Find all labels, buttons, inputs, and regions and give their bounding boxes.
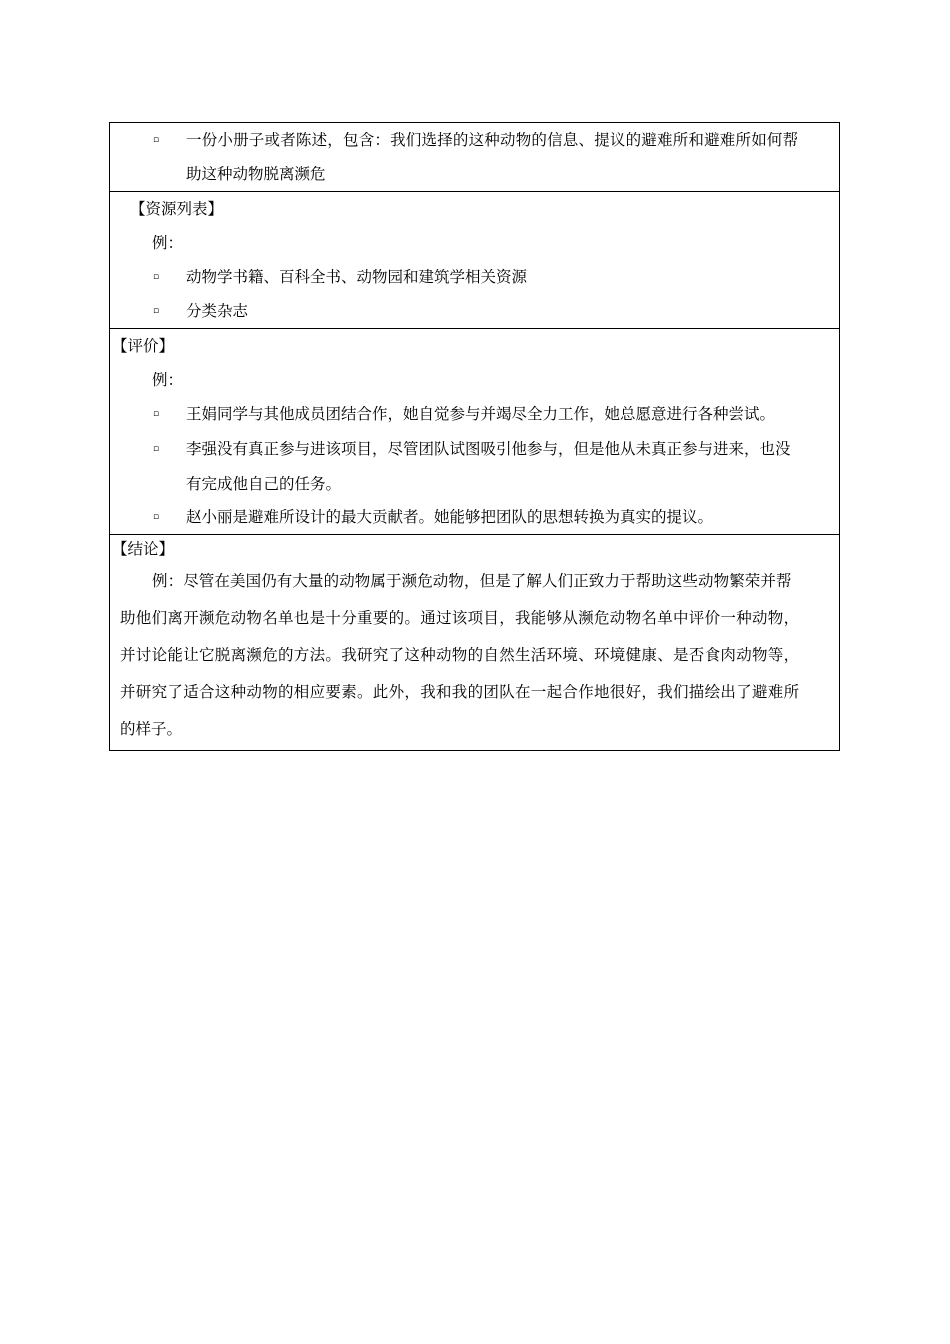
list-item <box>120 397 831 431</box>
conclusion-line: 的样子。 <box>120 720 183 738</box>
conclusion-line: 助他们离开濒危动物名单也是十分重要的。通过该项目，我能够从濒危动物名单中评价一种动物， <box>120 609 800 627</box>
conclusion-line: 并讨论能让它脱离濒危的方法。我研究了这种动物的自然生活环境、环境健康、是否食肉动物等， <box>120 646 800 664</box>
bullet-icon: ▫ <box>153 306 160 316</box>
conclusion-line: 并研究了适合这种动物的相应要素。此外，我和我的团队在一起合作地很好，我们描绘出了避难所 <box>120 683 800 701</box>
bullet-icon: ▫ <box>153 272 160 282</box>
list-item <box>120 123 831 157</box>
bullet-icon: ▫ <box>153 409 160 419</box>
conclusion-cell <box>110 534 839 750</box>
bullet-icon: ▫ <box>153 135 160 145</box>
list-item-text: 动物学书籍、百科全书、动物园和建筑学相关资源 <box>186 268 528 286</box>
list-item-text: 赵小丽是避难所设计的最大贡献者。她能够把团队的思想转换为真实的提议。 <box>186 508 714 526</box>
example-label: 例： <box>152 234 184 252</box>
list-item-text: 一份小册子或者陈述，包含：我们选择的这种动物的信息、提议的避难所和避难所如何帮 <box>186 131 799 149</box>
bullet-icon: ▫ <box>153 512 160 522</box>
conclusion-line: 例：尽管在美国仍有大量的动物属于濒危动物，但是了解人们正致力于帮助这些动物繁荣并帮 <box>152 572 792 590</box>
example-label: 例： <box>152 371 184 389</box>
resources-cell <box>110 191 839 328</box>
list-item <box>120 260 831 294</box>
list-item-text: 分类杂志 <box>186 302 249 320</box>
list-item <box>120 431 831 468</box>
document-table <box>109 122 840 751</box>
section-heading-resources: 【资源列表】 <box>130 200 224 218</box>
evaluation-cell <box>110 328 839 534</box>
list-item-text: 李强没有真正参与进该项目，尽管团队试图吸引他参与，但是他从未真正参与进来，也没 <box>186 440 791 458</box>
list-item <box>120 294 831 328</box>
product-cell <box>110 123 839 191</box>
list-item <box>120 500 831 534</box>
bullet-icon: ▫ <box>153 444 160 454</box>
section-heading-conclusion: 【结论】 <box>112 540 175 558</box>
list-item-text: 王娟同学与其他成员团结合作，她自觉参与并竭尽全力工作，她总愿意进行各种尝试。 <box>186 405 776 423</box>
list-item-text-continued: 有完成他自己的任务。 <box>186 475 342 493</box>
section-heading-evaluation: 【评价】 <box>112 337 175 355</box>
list-item-text-continued: 助这种动物脱离濒危 <box>186 165 326 183</box>
